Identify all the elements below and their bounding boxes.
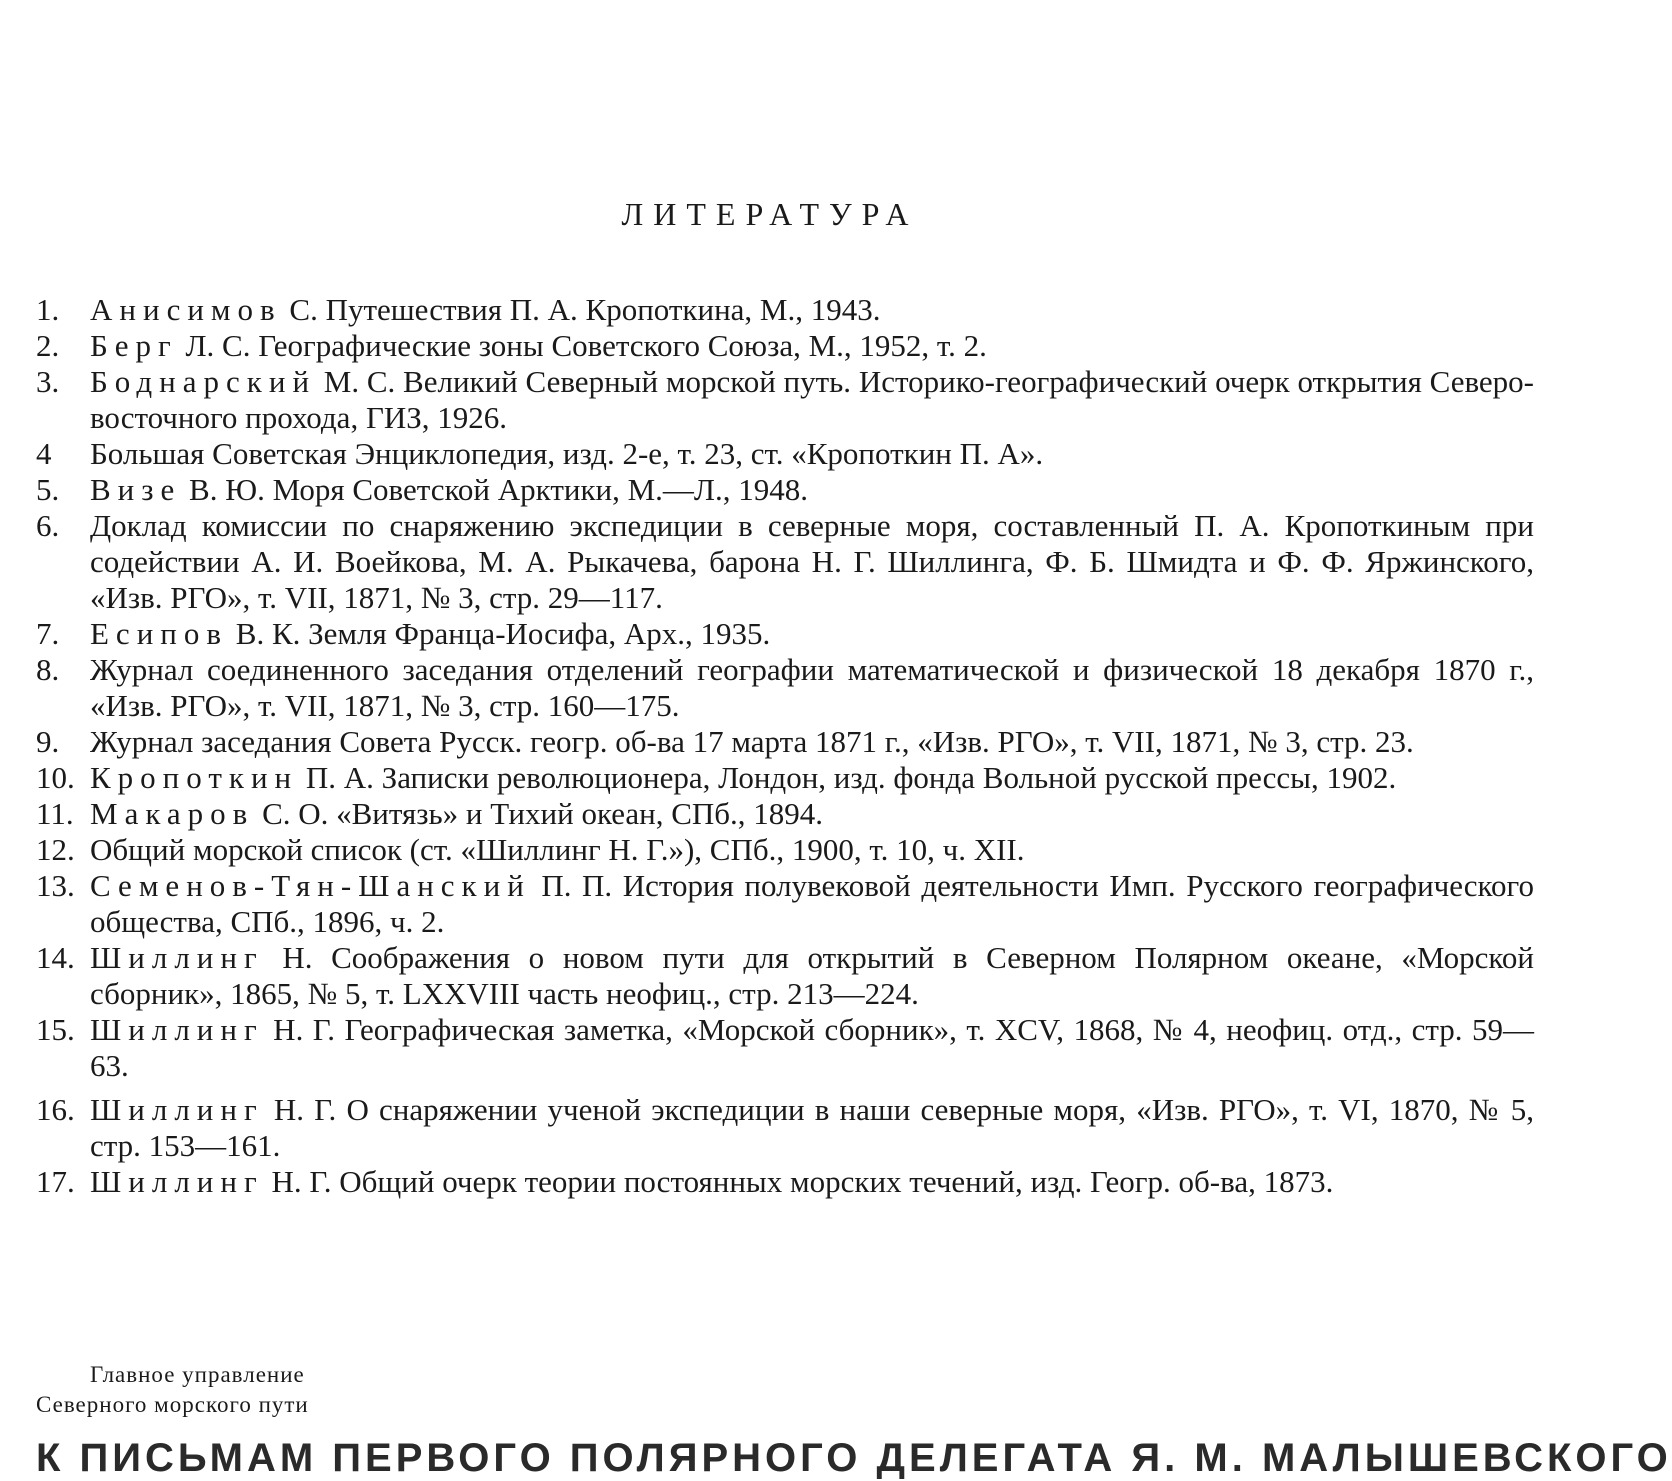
reference-number: 3.: [36, 364, 60, 399]
reference-text: В. К. Земля Франца-Иосифа, Арх., 1935.: [228, 616, 771, 651]
reference-item: [36, 760, 1534, 796]
reference-text: Л. С. Географические зоны Советского Союза, М., 1952, т. 2.: [177, 328, 987, 363]
reference-number: 14.: [36, 940, 75, 975]
reference-number: 17.: [36, 1164, 75, 1199]
reference-number: 11.: [36, 796, 74, 831]
reference-text: Н. Г. Географическая заметка, «Морской сборник», т. XCV, 1868, № 4, неофиц. отд., стр. 59—63.: [90, 1012, 1534, 1083]
publisher-line-1: Главное управление: [90, 1362, 305, 1387]
reference-number: 16.: [36, 1092, 75, 1127]
reference-text: Н. Г. О снаряжении ученой экспедиции в наши северные моря, «Изв. РГО», т. VI, 1870, № 5, стр. 153—161.: [90, 1092, 1534, 1163]
publisher-line-2: Северного морского пути: [36, 1392, 309, 1417]
reference-author: Боднарский: [90, 364, 317, 399]
reference-text: Доклад комиссии по снаряжению экспедиции в северные моря, составленный П. А. Кропоткиным при содействии А. И. Воейкова, М. А. Рыкачева, барона Н. Г. Шиллинга, Ф. Б. Шмидта и Ф. Ф. Яржинского, «Изв. РГО», т. VII, 1871, № 3, стр. 29—117.: [90, 508, 1534, 615]
reference-text: Н. Соображения о новом пути для открытий в Северном Полярном океане, «Морской сборник», 1865, № 5, т. LXXVIII часть неофиц., стр. 213—224.: [90, 940, 1534, 1011]
reference-text: Большая Советская Энциклопедия, изд. 2-е, т. 23, ст. «Кропоткин П. А».: [90, 436, 1044, 471]
reference-item: [36, 1164, 1534, 1200]
reference-author: Шиллинг: [90, 1012, 264, 1047]
reference-text: Журнал соединенного заседания отделений географии математической и физической 18 декабря 1870 г., «Изв. РГО», т. VII, 1871, № 3, стр. 160—175.: [90, 652, 1534, 723]
reference-item: [36, 652, 1534, 724]
publisher-footer: [36, 1360, 309, 1420]
reference-number: 7.: [36, 616, 60, 651]
reference-item: [36, 436, 1534, 472]
reference-item: [36, 1012, 1534, 1084]
reference-author: Шиллинг: [90, 1092, 264, 1127]
reference-author: Шиллинг: [90, 940, 264, 975]
reference-author: Анисимов: [90, 292, 282, 327]
reference-item: [36, 616, 1534, 652]
reference-number: 2.: [36, 328, 60, 363]
reference-item: [36, 1092, 1534, 1164]
reference-number: 9.: [36, 724, 60, 759]
reference-number: 1.: [36, 292, 60, 327]
reference-item: [36, 472, 1534, 508]
page-title: ЛИТЕРАТУРА: [621, 196, 919, 232]
reference-author: Есипов: [90, 616, 229, 651]
reference-text: Журнал заседания Совета Русск. геогр. об-ва 17 марта 1871 г., «Изв. РГО», т. VII, 1871, № 3, стр. 23.: [90, 724, 1414, 759]
reference-item: [36, 292, 1534, 328]
reference-number: 13.: [36, 868, 75, 903]
reference-text: М. С. Великий Северный морской путь. Историко-географический очерк открытия Северо-восточного прохода, ГИЗ, 1926.: [90, 364, 1534, 435]
reference-number: 15.: [36, 1012, 75, 1047]
reference-number: 10.: [36, 760, 75, 795]
reference-item: [36, 940, 1534, 1012]
reference-number: 6.: [36, 508, 60, 543]
reference-text: В. Ю. Моря Советской Арктики, М.—Л., 1948.: [181, 472, 808, 507]
reference-item: [36, 508, 1534, 616]
reference-item: [36, 868, 1534, 940]
reference-text: П. П. История полувековой деятельности Имп. Русского географического общества, СПб., 1896, ч. 2.: [90, 868, 1534, 939]
reference-author: Шиллинг: [90, 1164, 264, 1199]
reference-text: П. А. Записки революционера, Лондон, изд. фонда Вольной русской прессы, 1902.: [298, 760, 1397, 795]
next-section-heading: К ПИСЬМАМ ПЕРВОГО ПОЛЯРНОГО ДЕЛЕГАТА Я. М. МАЛЫШЕВСКОГО: [36, 1436, 1672, 1480]
reference-author: Макаров: [90, 796, 255, 831]
reference-item: [36, 796, 1534, 832]
reference-item: [36, 832, 1534, 868]
reference-number: 8.: [36, 652, 60, 687]
reference-text: С. О. «Витязь» и Тихий океан, СПб., 1894.: [254, 796, 824, 831]
reference-author: Семенов-Тян-Шанский: [90, 868, 531, 903]
reference-item: [36, 724, 1534, 760]
reference-text: Общий морской список (ст. «Шиллинг Н. Г.»), СПб., 1900, т. 10, ч. XII.: [90, 832, 1025, 867]
reference-number: 4: [36, 436, 52, 471]
next-section-heading-cut: [36, 1436, 1672, 1480]
reference-author: Берг: [90, 328, 178, 363]
reference-number: 12.: [36, 832, 75, 867]
reference-text: Н. Г. Общий очерк теории постоянных морских течений, изд. Геогр. об-ва, 1873.: [263, 1164, 1334, 1199]
reference-item: [36, 328, 1534, 364]
reference-author: Кропоткин: [90, 760, 299, 795]
reference-text: С. Путешествия П. А. Кропоткина, М., 1943.: [281, 292, 881, 327]
reference-author: Визе: [90, 472, 182, 507]
reference-list: [36, 292, 1534, 1200]
reference-item: [36, 364, 1534, 436]
reference-number: 5.: [36, 472, 60, 507]
